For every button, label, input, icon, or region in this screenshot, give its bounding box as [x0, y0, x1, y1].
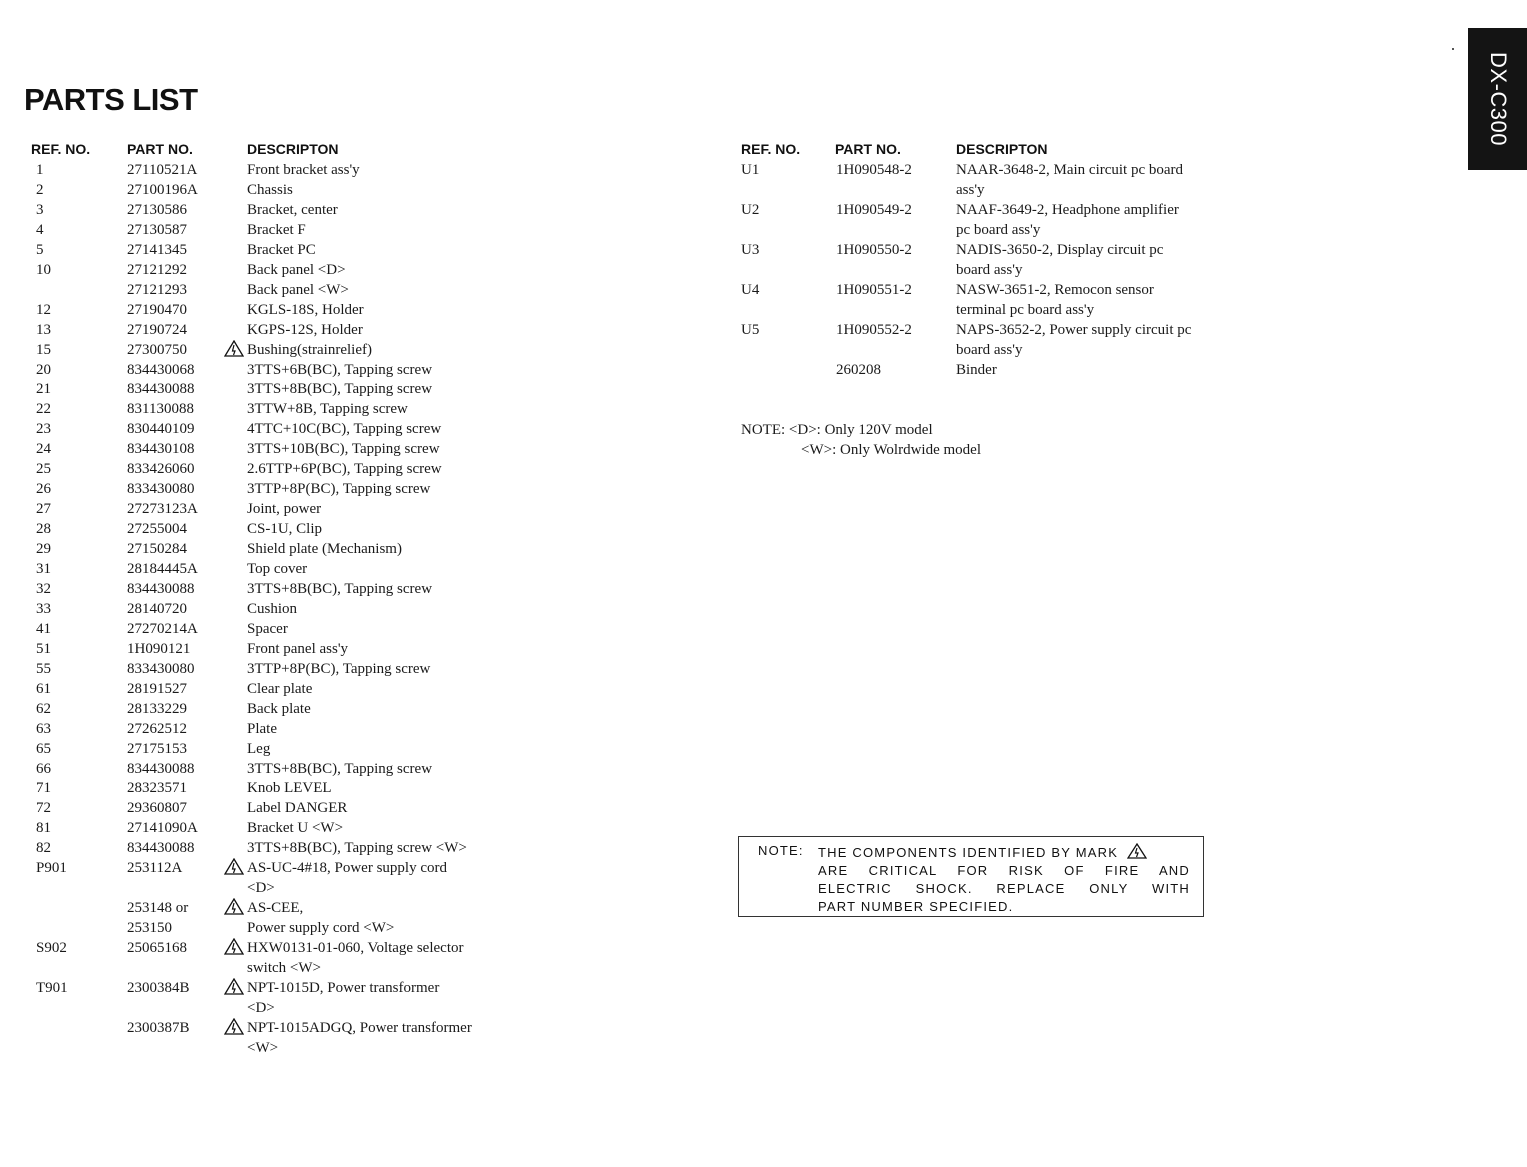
row-description: board ass'y: [956, 262, 1023, 278]
row-description: Top cover: [247, 561, 308, 577]
row-part-no: 28323571: [127, 780, 187, 797]
row-ref-no: U5: [741, 322, 760, 338]
row-description: 3TTP+8P(BC), Tapping screw: [247, 481, 431, 498]
warning-triangle-icon: [224, 340, 244, 357]
row-ref-no: 82: [36, 840, 51, 857]
row-description: Bracket PC: [247, 241, 316, 258]
row-part-no: 25065168: [127, 940, 187, 957]
row-part-no: 27255004: [127, 521, 187, 538]
row-description: Leg: [247, 740, 271, 757]
row-description: switch <W>: [247, 960, 321, 976]
row-part-no: 27141345: [127, 241, 187, 258]
row-description: Back plate: [247, 700, 311, 717]
row-ref-no: U2: [741, 202, 760, 218]
row-description: Bracket U <W>: [247, 820, 344, 837]
row-ref-no: 1: [36, 162, 44, 178]
left-header-part: PART NO.: [127, 141, 193, 157]
left-header-desc: DESCRIPTON: [247, 141, 339, 157]
row-description: NAAR-3648-2, Main circuit pc board: [956, 162, 1184, 178]
row-ref-no: 31: [36, 561, 51, 577]
row-part-no: 27141090A: [127, 820, 198, 837]
row-description: 3TTS+8B(BC), Tapping screw: [247, 381, 433, 398]
row-description: Binder: [956, 362, 997, 378]
warning-triangle-icon: [224, 1018, 244, 1035]
row-ref-no: 3: [36, 201, 44, 218]
row-ref-no: 32: [36, 580, 51, 597]
model-tab-label: DX-C300: [1485, 52, 1511, 146]
row-ref-no: 72: [36, 800, 51, 817]
row-ref-no: 23: [36, 421, 51, 438]
row-part-no: 27121292: [127, 261, 187, 278]
row-description: AS-UC-4#18, Power supply cord: [247, 860, 447, 877]
warning-line-1-text: THE COMPONENTS IDENTIFIED BY MARK: [818, 845, 1119, 860]
row-description: CS-1U, Clip: [247, 521, 323, 538]
row-part-no: 27270214A: [127, 620, 198, 637]
model-side-tab: [1468, 28, 1527, 170]
row-ref-no: U3: [741, 242, 760, 258]
row-part-no: 27262512: [127, 720, 187, 737]
row-ref-no: 55: [36, 660, 51, 677]
row-part-no: 260208: [836, 362, 881, 378]
row-description: 3TTS+8B(BC), Tapping screw <W>: [247, 840, 467, 857]
row-description: KGLS-18S, Holder: [247, 301, 364, 318]
row-part-no: 27150284: [127, 541, 187, 558]
row-ref-no: 26: [36, 481, 51, 498]
row-description: Chassis: [247, 181, 293, 198]
row-description: NPT-1015ADGQ, Power transformer: [247, 1019, 472, 1036]
row-description: NPT-1015D, Power transformer: [247, 979, 440, 996]
warning-triangle-icon: [224, 978, 244, 995]
row-ref-no: 4: [36, 221, 44, 238]
row-part-no: 27190724: [127, 321, 187, 338]
row-ref-no: U1: [741, 162, 760, 178]
row-ref-no: S902: [36, 940, 67, 957]
right-header-desc: DESCRIPTON: [956, 141, 1048, 157]
row-part-no: 1H090549-2: [836, 202, 912, 218]
row-part-no: 831130088: [127, 401, 194, 418]
row-description: 4TTC+10C(BC), Tapping screw: [247, 421, 442, 438]
row-ref-no: T901: [36, 979, 68, 996]
row-description: Back panel <D>: [247, 261, 346, 278]
row-part-no: 834430068: [127, 361, 195, 378]
row-ref-no: 15: [36, 341, 51, 358]
row-description: AS-CEE,: [247, 900, 304, 917]
row-ref-no: 81: [36, 820, 51, 837]
row-part-no: 2300387B: [127, 1019, 190, 1036]
row-ref-no: 20: [36, 361, 51, 378]
row-part-no: 1H090548-2: [836, 162, 912, 178]
row-ref-no: 5: [36, 241, 44, 258]
row-part-no: 830440109: [127, 421, 195, 438]
row-ref-no: 28: [36, 521, 51, 538]
row-part-no: 27190470: [127, 301, 187, 318]
row-part-no: 28133229: [127, 700, 187, 717]
row-description: Bracket, center: [247, 201, 338, 218]
row-part-no: 27100196A: [127, 181, 198, 198]
row-part-no: 27110521A: [127, 162, 198, 178]
row-part-no: 27130587: [127, 221, 187, 238]
row-ref-no: 25: [36, 461, 51, 478]
row-part-no: 28140720: [127, 600, 187, 617]
row-part-no: 834430088: [127, 381, 195, 398]
model-note-line-1: NOTE: <D>: Only 120V model: [741, 422, 933, 438]
row-ref-no: 22: [36, 401, 51, 418]
row-description: KGPS-12S, Holder: [247, 321, 363, 338]
row-part-no: 1H090552-2: [836, 322, 912, 338]
row-description: Front panel ass'y: [247, 640, 349, 657]
row-part-no: 834430088: [127, 840, 195, 857]
row-description: NAPS-3652-2, Power supply circuit pc: [956, 322, 1192, 338]
scan-speck: [1452, 48, 1454, 50]
row-ref-no: 27: [36, 501, 51, 518]
safety-warning-box: [738, 836, 1204, 917]
row-ref-no: 66: [36, 760, 51, 777]
warning-triangle-icon: [1127, 843, 1147, 859]
row-part-no: 2300384B: [127, 979, 190, 996]
row-part-no: 834430088: [127, 580, 195, 597]
row-description: Label DANGER: [247, 800, 348, 817]
page-title: PARTS LIST: [24, 82, 198, 117]
row-part-no: 28184445A: [127, 561, 198, 577]
row-part-no: 834430088: [127, 760, 195, 777]
left-header-ref: REF. NO.: [31, 141, 91, 157]
row-part-no: 1H090121: [127, 640, 191, 657]
row-part-no: 1H090550-2: [836, 242, 912, 258]
row-description: NAAF-3649-2, Headphone amplifier: [956, 202, 1179, 218]
row-description: Clear plate: [247, 680, 313, 697]
row-description: 3TTS+8B(BC), Tapping screw: [247, 760, 433, 777]
row-part-no: 253112A: [127, 860, 183, 877]
row-ref-no: 61: [36, 680, 51, 697]
row-description: Back panel <W>: [247, 281, 349, 298]
row-ref-no: 21: [36, 381, 51, 398]
row-part-no: 253148 or: [127, 900, 189, 917]
row-ref-no: 2: [36, 181, 44, 198]
warning-note-label: NOTE:: [758, 843, 804, 858]
row-description: Bracket F: [247, 221, 306, 238]
warning-triangle-icon: [224, 858, 244, 875]
row-ref-no: P901: [36, 860, 67, 877]
row-part-no: 833430080: [127, 481, 195, 498]
warning-text: [818, 843, 1190, 916]
row-ref-no: 65: [36, 740, 51, 757]
row-description: Joint, power: [247, 501, 322, 518]
model-note: [741, 420, 981, 460]
row-ref-no: 10: [36, 261, 51, 278]
row-description: Knob LEVEL: [247, 780, 332, 797]
row-ref-no: 29: [36, 541, 51, 558]
row-description: Power supply cord <W>: [247, 920, 395, 937]
row-part-no: 27273123A: [127, 501, 198, 518]
row-ref-no: 63: [36, 720, 51, 737]
row-part-no: 253150: [127, 920, 172, 937]
row-part-no: 29360807: [127, 800, 187, 817]
row-part-no: 834430108: [127, 441, 195, 458]
row-part-no: 27130586: [127, 201, 187, 218]
row-part-no: 28191527: [127, 680, 187, 697]
row-description: Plate: [247, 720, 277, 737]
model-note-line-2: <W>: Only Wolrdwide model: [801, 442, 981, 458]
row-description: terminal pc board ass'y: [956, 302, 1095, 318]
row-description: Spacer: [247, 620, 288, 637]
warning-line-2: ARE CRITICAL FOR RISK OF FIRE AND: [818, 863, 1190, 878]
row-description: 2.6TTP+6P(BC), Tapping screw: [247, 461, 442, 478]
row-ref-no: 71: [36, 780, 51, 797]
row-description: <W>: [247, 1039, 279, 1056]
row-ref-no: U4: [741, 282, 760, 298]
row-description: 3TTS+10B(BC), Tapping screw: [247, 441, 440, 458]
row-ref-no: 24: [36, 441, 51, 458]
row-part-no: 833430080: [127, 660, 195, 677]
row-description: Cushion: [247, 600, 298, 617]
row-ref-no: 62: [36, 700, 51, 717]
row-description: board ass'y: [956, 342, 1023, 358]
row-description: <D>: [247, 880, 275, 897]
row-description: ass'y: [956, 182, 985, 198]
row-description: NADIS-3650-2, Display circuit pc: [956, 242, 1164, 258]
row-description: Bushing(strainrelief): [247, 341, 372, 358]
row-part-no: 27175153: [127, 740, 187, 757]
warning-triangle-icon: [224, 938, 244, 955]
warning-line-4: PART NUMBER SPECIFIED.: [818, 899, 1014, 914]
right-header-ref: REF. NO.: [741, 141, 801, 157]
row-description: pc board ass'y: [956, 222, 1041, 238]
row-ref-no: 41: [36, 620, 51, 637]
row-ref-no: 13: [36, 321, 51, 338]
row-description: 3TTW+8B, Tapping screw: [247, 401, 408, 418]
row-description: Front bracket ass'y: [247, 162, 360, 178]
row-ref-no: 12: [36, 301, 51, 318]
row-ref-no: 51: [36, 640, 51, 657]
row-description: HXW0131-01-060, Voltage selector: [247, 940, 464, 957]
warning-line-3: ELECTRIC SHOCK. REPLACE ONLY WITH: [818, 881, 1190, 896]
row-part-no: 833426060: [127, 461, 195, 478]
row-description: 3TTS+6B(BC), Tapping screw: [247, 361, 433, 378]
row-description: Shield plate (Mechanism): [247, 541, 402, 558]
row-description: 3TTP+8P(BC), Tapping screw: [247, 660, 431, 677]
row-description: 3TTS+8B(BC), Tapping screw: [247, 580, 433, 597]
row-description: <D>: [247, 999, 275, 1016]
warning-line-1: [818, 843, 1190, 862]
row-part-no: 27300750: [127, 341, 187, 358]
row-part-no: 1H090551-2: [836, 282, 912, 298]
right-header-part: PART NO.: [835, 141, 901, 157]
warning-triangle-icon: [224, 898, 244, 915]
row-part-no: 27121293: [127, 281, 187, 298]
row-description: NASW-3651-2, Remocon sensor: [956, 282, 1154, 298]
row-ref-no: 33: [36, 600, 51, 617]
